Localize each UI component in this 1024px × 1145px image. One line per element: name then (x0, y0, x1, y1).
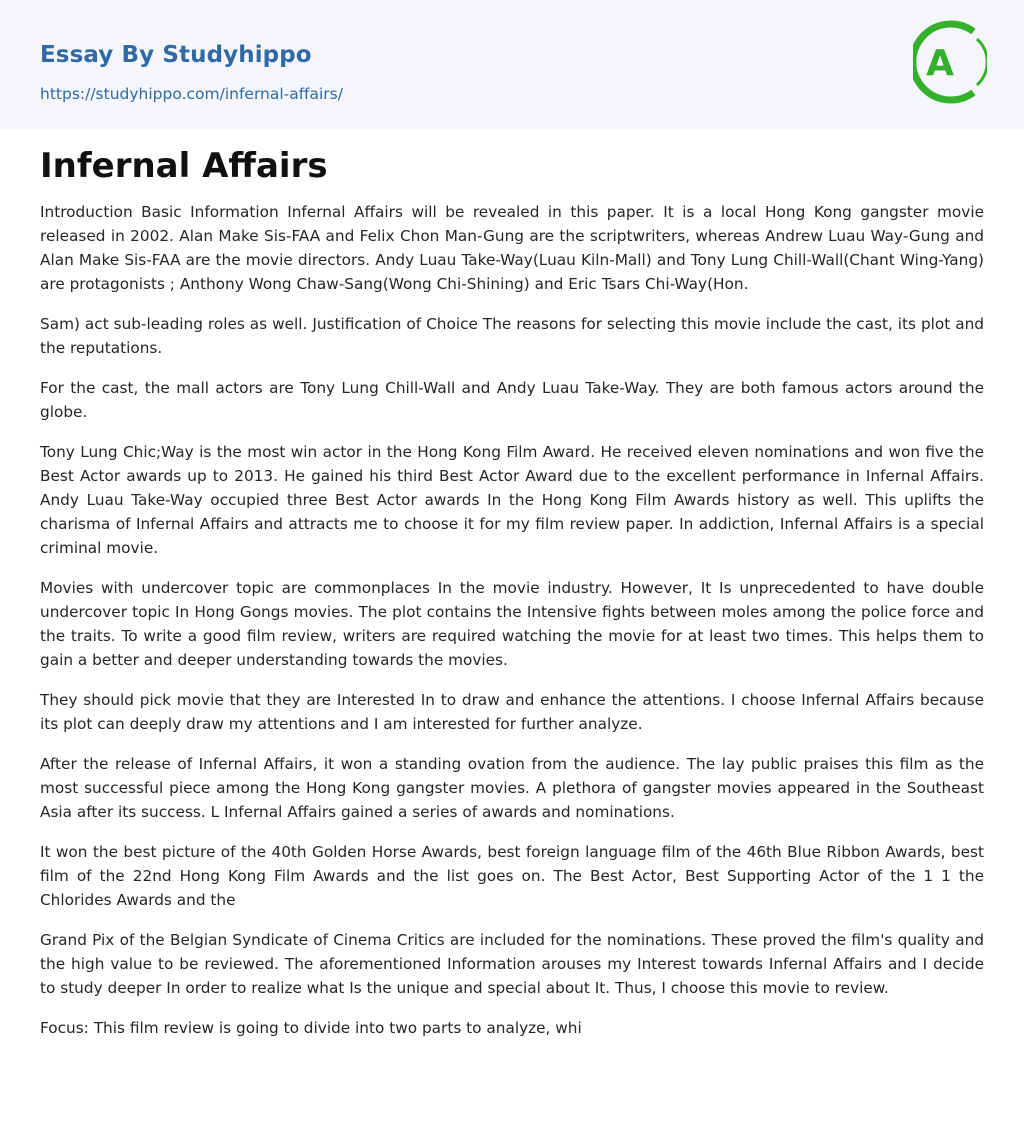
essay-paragraph: Tony Lung Chic;Way is the most win actor in the Hong Kong Film Award. He received eleven nominations and won five the Best Actor awards up to 2013. He gained his third Best Actor Award due to the excellent performance in Infernal Affairs. Andy Luau Take-Way occupied three Best Actor awards In the Hong Kong Film Awards history as well. This uplifts the charisma of Infernal Affairs and attracts me to choose it for my film review paper. In addiction, Infernal Affairs is a special criminal movie. (40, 443, 984, 557)
essay-paragraph: It won the best picture of the 40th Golden Horse Awards, best foreign language film of the 46th Blue Ribbon Awards, best film of the 22nd Hong Kong Film Awards and the list goes on. The Best Actor, Best Supporting Actor of the 1 1 the Chlorides Awards and the (40, 843, 984, 909)
essay-body (40, 200, 984, 1056)
essay-paragraph: Grand Pix of the Belgian Syndicate of Cinema Critics are included for the nominations. These proved the film's quality and the high value to be reviewed. The aforementioned Information arouses my Interest towards Infernal Affairs and I decide to study deeper In order to realize what Is the unique and special about It. Thus, I choose this movie to review. (40, 931, 984, 997)
page-header (0, 0, 1024, 129)
studyhippo-logo-icon[interactable] (913, 19, 987, 105)
essay-paragraph: Movies with undercover topic are commonplaces In the movie industry. However, It Is unprecedented to have double undercover topic In Hong Gongs movies. The plot contains the Intensive fights between moles among the police force and the traits. To write a good film review, writers are required watching the movie for at least two times. This helps them to gain a better and deeper understanding towards the movies. (40, 579, 984, 669)
essay-paragraph: After the release of Infernal Affairs, it won a standing ovation from the audience. The lay public praises this film as the most successful piece among the Hong Kong gangster movies. A plethora of gangster movies appeared in the Southeast Asia after its success. L Infernal Affairs gained a series of awards and nominations. (40, 755, 984, 821)
essay-paragraph: For the cast, the mall actors are Tony Lung Chill-Wall and Andy Luau Take-Way. They are both famous actors around the globe. (40, 379, 984, 421)
essay-paragraph: Introduction Basic Information Infernal Affairs will be revealed in this paper. It is a local Hong Kong gangster movie released in 2002. Alan Make Sis-FAA and Felix Chon Man-Gung are the scriptwriters, whereas Andrew Luau Way-Gung and Alan Make Sis-FAA are the movie directors. Andy Luau Take-Way(Luau Kiln-Mall) and Tony Lung Chill-Wall(Chant Wing-Yang) are protagonists ; Anthony Wong Chaw-Sang(Wong Chi-Shining) and Eric Tsars Chi-Way(Hon. (40, 203, 984, 293)
essay-title: Infernal Affairs (40, 146, 328, 186)
essay-paragraph: Focus: This film review is going to divide into two parts to analyze, whi (40, 1019, 582, 1037)
logo-letter: A (926, 43, 954, 84)
essay-url-link[interactable]: https://studyhippo.com/infernal-affairs/ (40, 85, 343, 103)
site-brand[interactable]: Essay By Studyhippo (40, 42, 312, 68)
essay-paragraph: They should pick movie that they are Interested In to draw and enhance the attentions. I choose Infernal Affairs because its plot can deeply draw my attentions and I am interested for further analyze. (40, 691, 984, 733)
essay-paragraph: Sam) act sub-leading roles as well. Justification of Choice The reasons for selecting this movie include the cast, its plot and the reputations. (40, 315, 984, 357)
